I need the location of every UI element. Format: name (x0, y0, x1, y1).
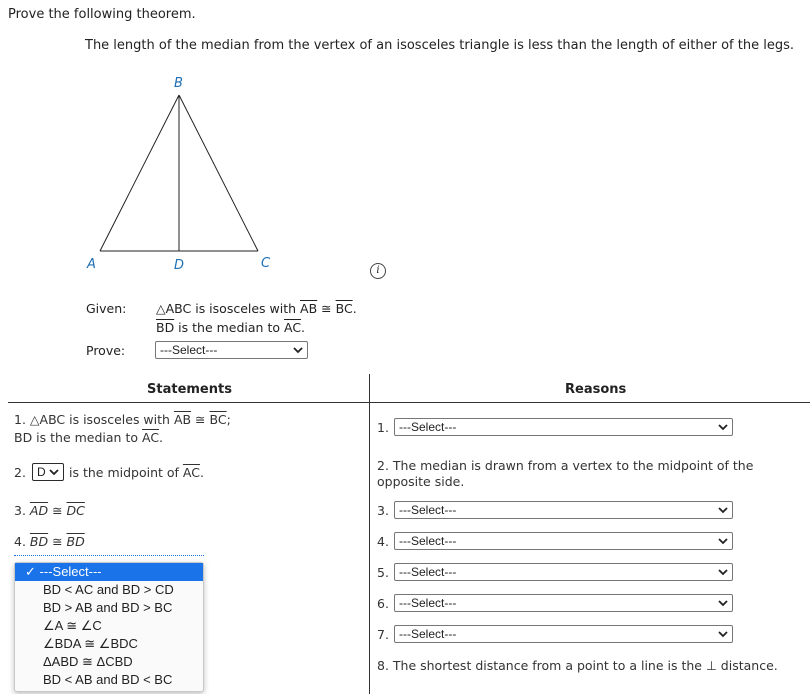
prove-label: Prove: (86, 343, 126, 358)
checkmark-icon: ✓ (25, 564, 36, 579)
given-line-2: $\overline{BD}$ is the median to $\overline{AC}$. (156, 320, 306, 335)
statement-4: 4. $\overline{BD}$ ≅ $\overline{BD}$ (14, 534, 85, 549)
reason-5-select[interactable]: ---Select--- (394, 563, 733, 581)
side-bc (179, 95, 258, 251)
triangle-figure (0, 0, 810, 300)
info-icon[interactable]: i (370, 263, 386, 279)
vertex-label-b: B (174, 76, 183, 91)
statement-3: 3. $\overline{AD}$ ≅ $\overline{DC}$ (14, 503, 85, 518)
chevron-down-icon (48, 465, 60, 479)
dropdown-option[interactable]: BD < AC and BD > CD (43, 582, 174, 597)
statement-1: 1. △ABC is isosceles with $\overline{AB}$ ≅ $\overline{BC}$; (14, 412, 231, 427)
vertex-label-c: C (261, 256, 271, 271)
dropdown-option[interactable]: ΔABD ≅ ΔCBD (43, 654, 133, 669)
chevron-down-icon (292, 343, 304, 357)
reason-3-select[interactable]: ---Select--- (394, 501, 733, 519)
chevron-down-icon (717, 503, 729, 517)
statements-header: Statements (147, 382, 232, 397)
instruction-text: Prove the following theorem. (8, 7, 196, 22)
focus-outline (14, 555, 204, 556)
statement-2-text: is the midpoint of $\overline{AC}$. (69, 465, 204, 480)
dropdown-option[interactable]: ∠BDA ≅ ∠BDC (43, 636, 138, 651)
given-label: Given: (86, 301, 127, 316)
reason-3-number: 3. (377, 503, 389, 518)
reason-8: 8. The shortest distance from a point to a line is the ⊥ distance. (377, 658, 778, 673)
reason-2: 2. The median is drawn from a vertex to the midpoint of the opposite side. (377, 458, 754, 489)
dropdown-option-selected[interactable]: ✓ ---Select--- (15, 563, 203, 581)
vertex-label-a: A (87, 257, 96, 272)
reason-7-number: 7. (377, 627, 389, 642)
dropdown-option[interactable]: ∠A ≅ ∠C (43, 618, 102, 633)
dropdown-option[interactable]: BD < AB and BD < BC (43, 672, 173, 687)
chevron-down-icon (717, 420, 729, 434)
given-line-1: △ABC is isosceles with $\overline{AB}$ ≅ $\overline{BC}$. (156, 301, 357, 316)
reason-6-select[interactable]: ---Select--- (394, 594, 733, 612)
reason-6-number: 6. (377, 596, 389, 611)
reason-4-number: 4. (377, 534, 389, 549)
reasons-header: Reasons (565, 382, 627, 397)
chevron-down-icon (717, 534, 729, 548)
chevron-down-icon (717, 565, 729, 579)
table-column-divider (369, 374, 370, 694)
statement-1-line-2: BD is the median to $\overline{AC}$. (14, 430, 164, 445)
statement-5-dropdown-list[interactable] (14, 562, 204, 692)
theorem-text: The length of the median from the vertex of an isosceles triangle is less than the length of either of the legs. (85, 38, 794, 53)
table-header-divider (8, 402, 810, 403)
reason-7-select[interactable]: ---Select--- (394, 625, 733, 643)
statement-2-select[interactable]: D (32, 463, 64, 481)
prove-select[interactable]: ---Select--- (155, 341, 308, 359)
reason-1-number: 1. (377, 420, 389, 435)
reason-4-select[interactable]: ---Select--- (394, 532, 733, 550)
statement-2-number: 2. (14, 465, 26, 480)
point-label-d: D (174, 258, 185, 273)
side-ab (100, 95, 179, 251)
reason-5-number: 5. (377, 565, 389, 580)
dropdown-option[interactable]: BD > AB and BD > BC (43, 600, 173, 615)
chevron-down-icon (717, 596, 729, 610)
chevron-down-icon (717, 627, 729, 641)
reason-1-select[interactable]: ---Select--- (394, 418, 733, 436)
